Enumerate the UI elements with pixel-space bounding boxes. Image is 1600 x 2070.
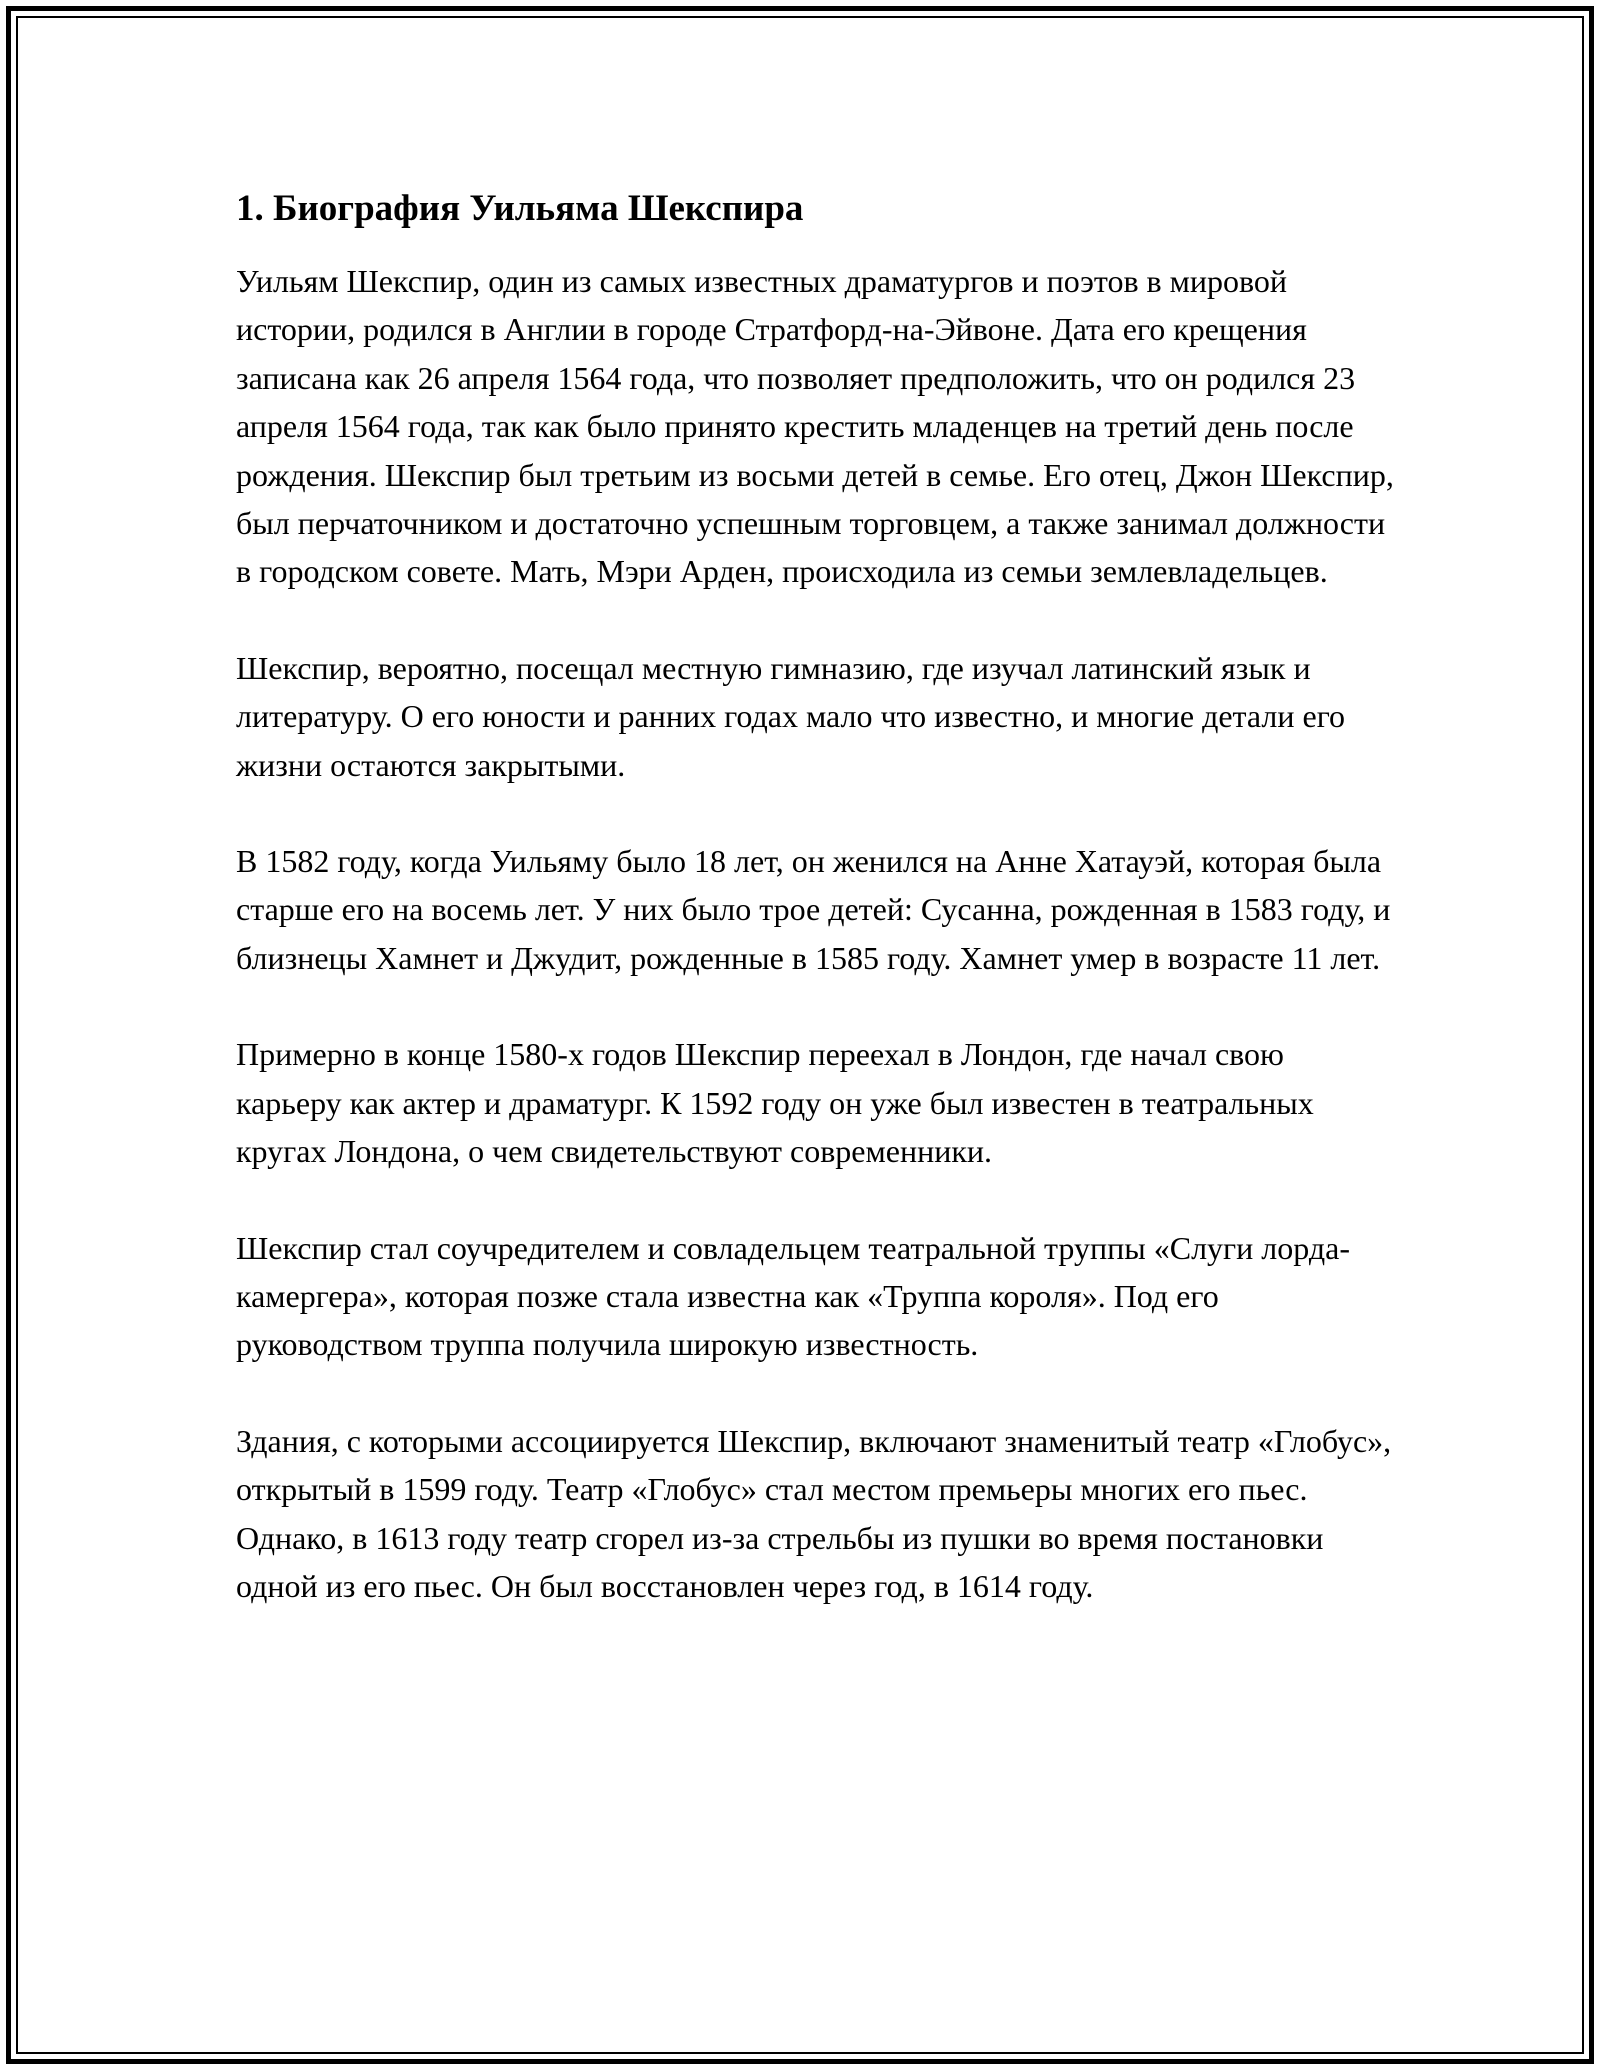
- section-heading: 1. Биография Уильяма Шекспира: [236, 188, 804, 229]
- document-body: [236, 185, 1396, 1658]
- paragraph-troupe: Шекспир стал соучредителем и совладельцем театральной труппы «Слуги лорда-камергера», которая позже стала известна как «Труппа короля». Под его руководством труппа получила широкую известность.: [236, 1229, 1350, 1363]
- paragraph-early-life: Уильям Шекспир, один из самых известных драматургов и поэтов в мировой истории, родился в Англии в городе Стратфорд-на-Эйвоне. Дата его крещения записана как 26 апреля 1564 года, что позволяет предположить, что он родился 23 апреля 1564 года, так как было принято крестить младенцев на третий день после рождения. Шекспир был третьим из восьми детей в семье. Его отец, Джон Шекспир, был перчаточником и достаточно успешным торговцем, а также занимал должности в городском совете. Мать, Мэри Арден, происходила из семьи землевладельцев.: [236, 263, 1394, 590]
- paragraph-education: Шекспир, вероятно, посещал местную гимназию, где изучал латинский язык и литературу. О его юности и ранних годах мало что известно, и многие детали его жизни остаются закрытыми.: [236, 649, 1346, 783]
- paragraph-globe-theatre: Здания, с которыми ассоциируется Шекспир, включают знаменитый театр «Глобус», открытый в 1599 году. Театр «Глобус» стал местом премьеры многих его пьес. Однако, в 1613 году театр сгорел из-за стрельбы из пушки во время постановки одной из его пьес. Он был восстановлен через год, в 1614 году.: [236, 1422, 1392, 1604]
- paragraph-marriage: В 1582 году, когда Уильяму было 18 лет, он женился на Анне Хатауэй, которая была старше его на восемь лет. У них было трое детей: Сусанна, рожденная в 1583 году, и близнецы Хамнет и Джудит, рожденные в 1585 году. Хамнет умер в возрасте 11 лет.: [236, 843, 1391, 976]
- paragraph-london: Примерно в конце 1580-х годов Шекспир переехал в Лондон, где начал свою карьеру как актер и драматург. К 1592 году он уже был известен в театральных кругах Лондона, о чем свидетельствуют современники.: [236, 1036, 1314, 1170]
